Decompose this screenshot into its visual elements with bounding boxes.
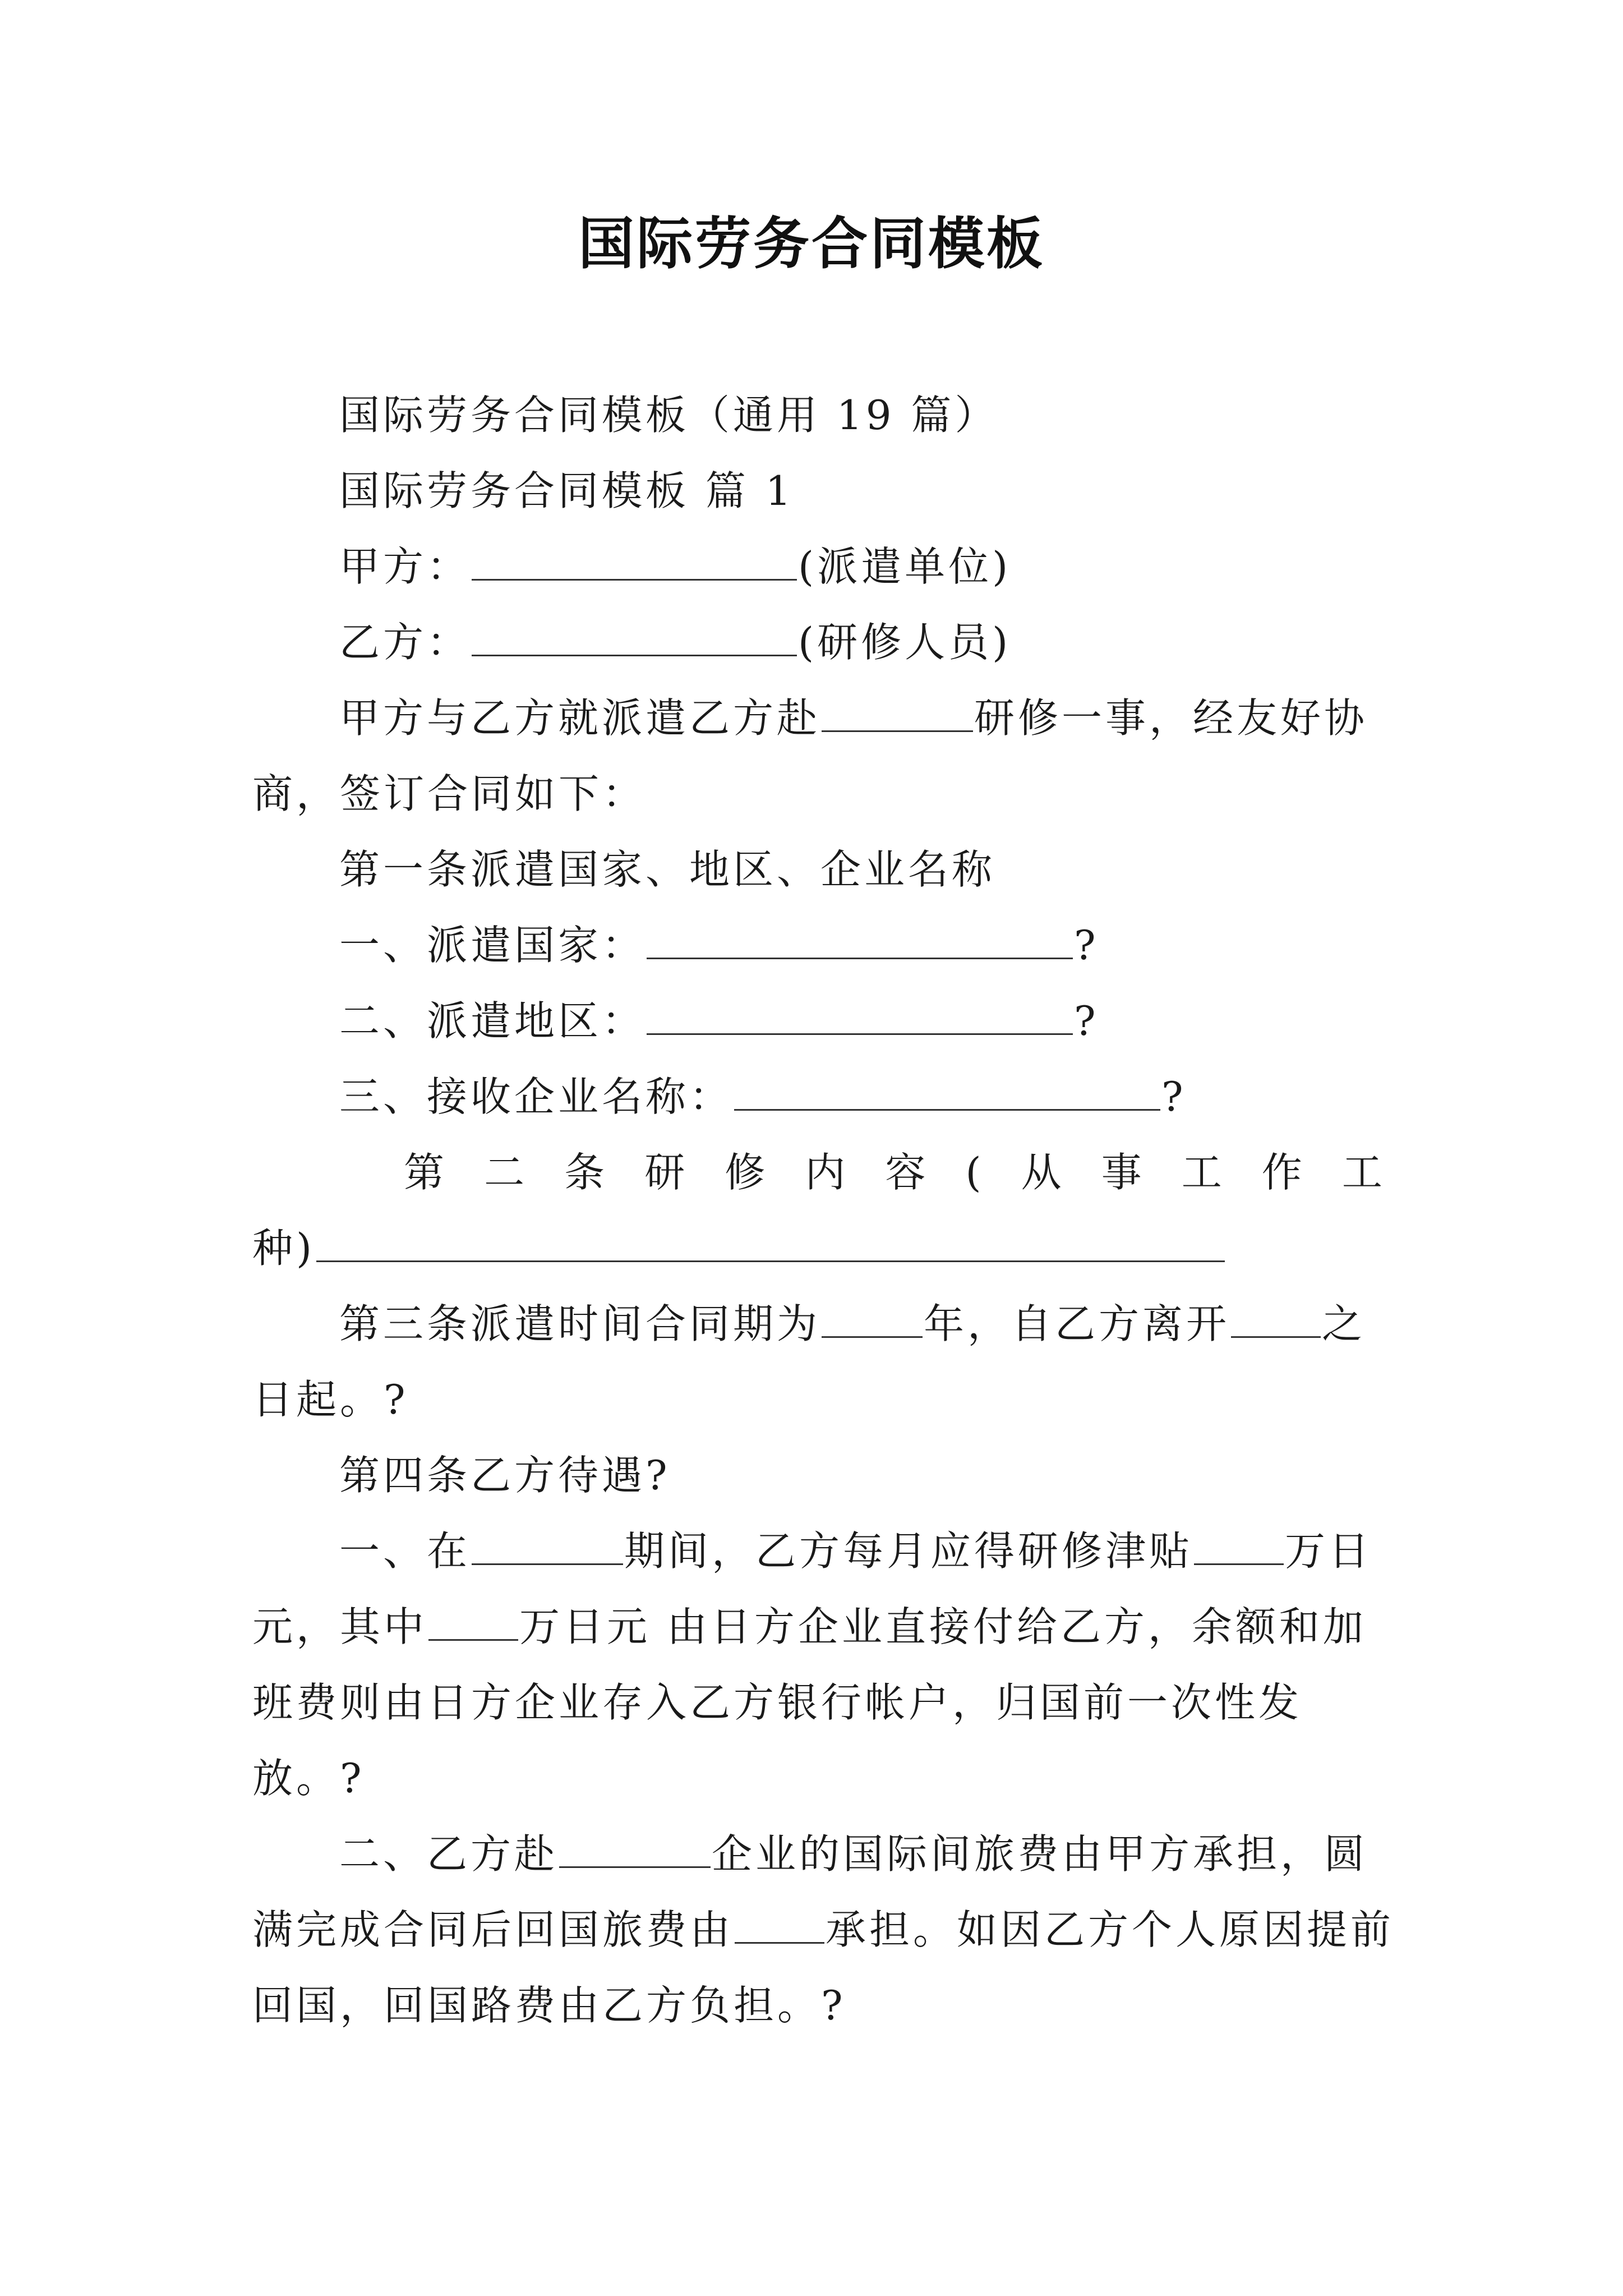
article-4-item-1-line-3 — [252, 1674, 1302, 1731]
article-4-title-text: 第四条乙方待遇? — [339, 1452, 671, 1499]
article-3-line-2 — [252, 1372, 409, 1428]
article-3-text-2: 年，自乙方离开 — [924, 1300, 1230, 1347]
host-company-blank[interactable] — [559, 1826, 711, 1868]
article-3-text-1: 第三条派遣时间合同期为 — [339, 1300, 821, 1347]
article-4-text-9: 企业的国际间旅费由甲方承担，圆 — [712, 1830, 1368, 1878]
article-4-text-7: 放。? — [252, 1755, 365, 1802]
article-1-item-2 — [339, 993, 1099, 1049]
article-2-line-2 — [252, 1220, 1226, 1276]
article-2-char: 工 — [1341, 1149, 1382, 1196]
article-4-item-1-line-2 — [252, 1599, 1367, 1655]
article-1-title — [339, 841, 995, 898]
article-4-text-12: 回国，回国路费由乙方负担。? — [252, 1982, 846, 2029]
article-1-title-text: 第一条派遣国家、地区、企业名称 — [339, 846, 996, 893]
intro-line-2 — [252, 766, 646, 822]
period-blank[interactable] — [472, 1523, 623, 1565]
article-2-char: 作 — [1261, 1149, 1302, 1196]
qmark: ? — [1074, 997, 1099, 1045]
article-1-item-3 — [339, 1069, 1187, 1125]
company-label: 三、接收企业名称： — [339, 1073, 734, 1120]
article-2-char: 修 — [725, 1149, 766, 1196]
article-2-char: 二 — [484, 1149, 525, 1196]
article-4-text-4: 元，其中 — [252, 1603, 428, 1650]
section-heading-text: 国际劳务合同模板 篇 1 — [339, 467, 795, 514]
allowance-blank[interactable] — [1194, 1523, 1284, 1565]
article-2-tail: 种) — [252, 1225, 316, 1272]
years-blank[interactable] — [822, 1296, 923, 1338]
intro-text-3: 商，签订合同如下： — [252, 770, 647, 817]
intro-line-1 — [339, 690, 1368, 746]
party-a-label: 甲方： — [339, 543, 471, 590]
article-2-char: 条 — [564, 1149, 605, 1196]
article-4-item-2-line-1 — [339, 1826, 1368, 1882]
article-2-char: 事 — [1101, 1149, 1142, 1196]
article-3-text-3: 之 — [1322, 1300, 1366, 1347]
article-4-text-6: 班费则由日方企业存入乙方银行帐户，归国前一次性发 — [252, 1679, 1303, 1726]
intro-text-2: 研修一事，经友好协 — [974, 694, 1368, 742]
qmark: ? — [1161, 1073, 1187, 1120]
party-a-note: (派遣单位) — [798, 543, 1012, 590]
article-2-char: 研 — [644, 1149, 685, 1196]
article-3-line-1 — [339, 1296, 1366, 1352]
party-b-line — [339, 614, 1011, 670]
article-4-item-2-line-2 — [252, 1902, 1394, 1958]
article-4-text-1: 一、在 — [339, 1527, 471, 1575]
article-4-text-8: 二、乙方赴 — [339, 1830, 559, 1878]
article-2-title-line — [404, 1144, 1382, 1200]
section-heading — [339, 463, 795, 519]
intro-text-1: 甲方与乙方就派遣乙方赴 — [339, 694, 821, 742]
article-4-item-2-line-3 — [252, 1977, 846, 2033]
article-4-text-3: 万日 — [1285, 1527, 1373, 1575]
article-2-char: 内 — [805, 1149, 846, 1196]
direct-pay-blank[interactable] — [428, 1599, 518, 1641]
work-type-blank[interactable] — [316, 1220, 1225, 1262]
region-label: 二、派遣地区： — [339, 997, 646, 1045]
subtitle-line — [339, 387, 998, 443]
country-label: 一、派遣国家： — [339, 922, 646, 969]
departure-blank[interactable] — [1231, 1296, 1321, 1338]
article-4-item-1-line-4 — [252, 1750, 365, 1806]
article-2-char: 工 — [1181, 1149, 1222, 1196]
party-b-note: (研修人员) — [798, 619, 1012, 666]
party-b-blank[interactable] — [472, 614, 797, 656]
article-4-item-1-line-1 — [339, 1523, 1372, 1579]
qmark: ? — [1074, 922, 1099, 969]
destination-blank[interactable] — [822, 690, 973, 732]
article-3-text-4: 日起。? — [252, 1376, 409, 1423]
article-2-char: 容 — [885, 1149, 926, 1196]
article-2-char: ( — [965, 1149, 981, 1196]
party-a-blank[interactable] — [472, 539, 797, 581]
article-2-char: 第 — [404, 1149, 445, 1196]
article-2-char: 从 — [1021, 1149, 1062, 1196]
return-fare-payer-blank[interactable] — [735, 1902, 824, 1944]
subtitle-text: 国际劳务合同模板（通用 19 篇） — [339, 392, 999, 439]
party-a-line — [339, 539, 1011, 595]
document-title: 国际劳务合同模板 — [578, 211, 1045, 277]
article-4-text-11: 承担。如因乙方个人原因提前 — [826, 1906, 1395, 1953]
article-4-text-10: 满完成合同后回国旅费由 — [252, 1906, 734, 1953]
article-1-item-1 — [339, 917, 1099, 973]
article-4-text-2: 期间，乙方每月应得研修津贴 — [624, 1527, 1193, 1575]
article-4-title — [339, 1447, 671, 1503]
country-blank[interactable] — [647, 917, 1073, 959]
party-b-label: 乙方： — [339, 619, 471, 666]
article-4-text-5: 万日元 由日方企业直接付给乙方，余额和加 — [519, 1603, 1367, 1650]
company-blank[interactable] — [734, 1069, 1160, 1111]
region-blank[interactable] — [647, 993, 1073, 1035]
